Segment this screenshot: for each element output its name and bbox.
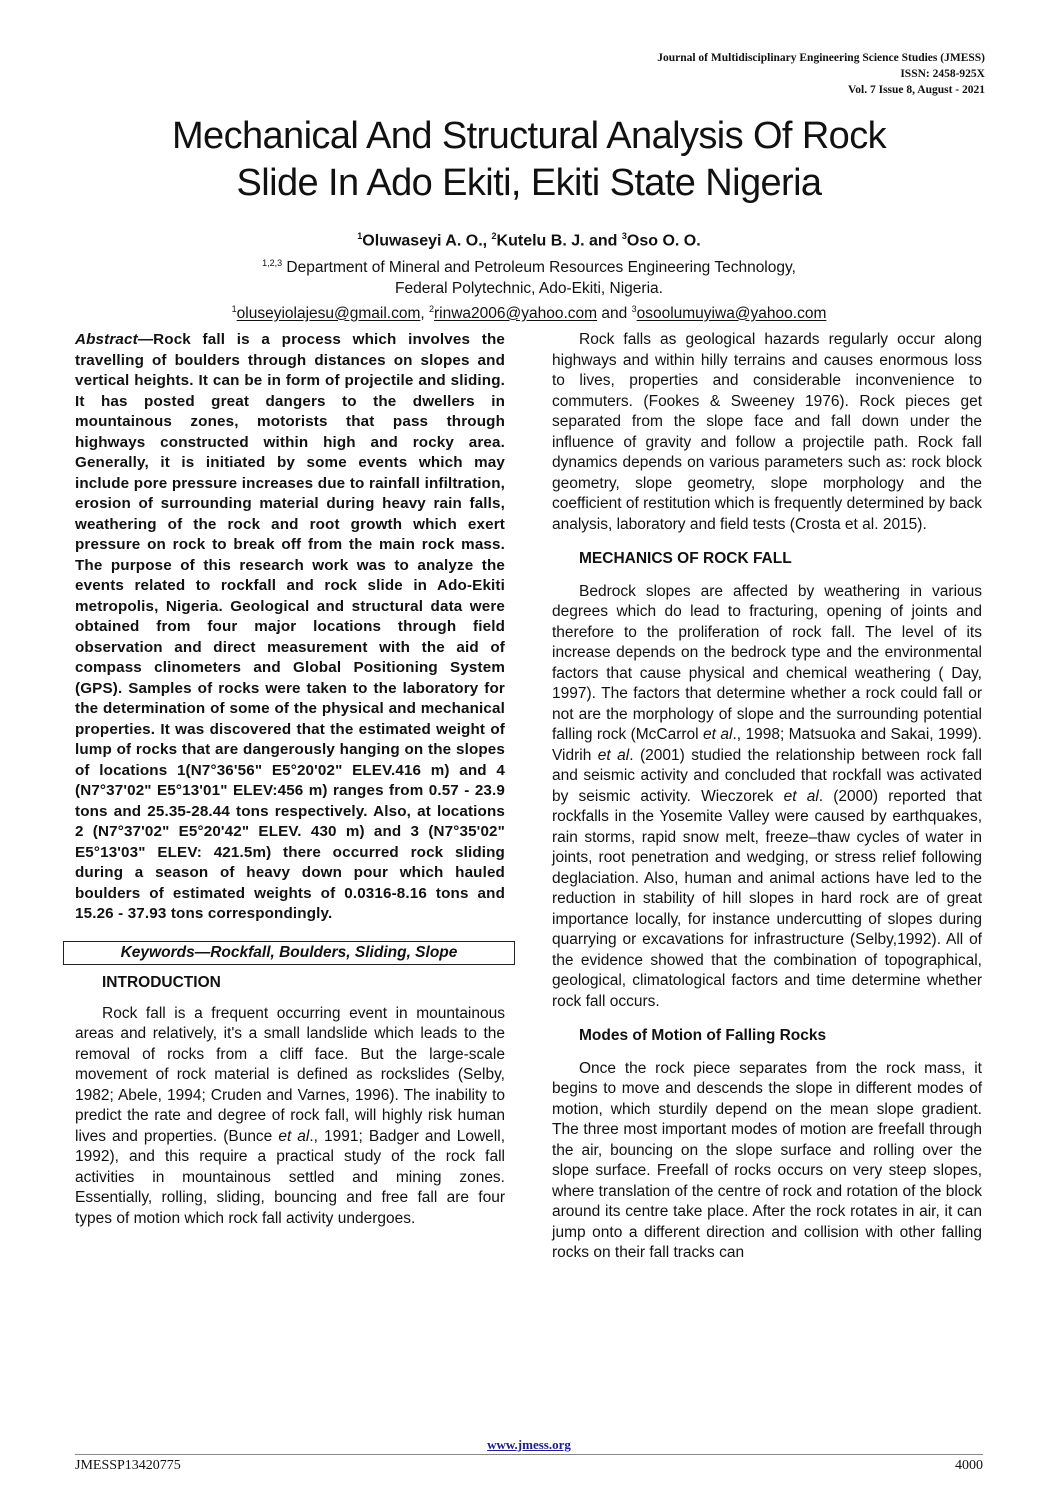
- author-sup: 2: [491, 231, 497, 241]
- keywords-lead: Keywords: [120, 943, 195, 961]
- author-block: [60, 226, 998, 325]
- affiliation-line-2: Federal Polytechnic, Ado-Ekiti, Nigeria.: [395, 280, 663, 298]
- modes-heading: Modes of Motion of Falling Rocks: [579, 1027, 827, 1044]
- email-link[interactable]: oluseyiolajesu@gmail.com: [236, 305, 421, 323]
- keywords-box: [63, 941, 515, 966]
- author-sup: 1: [357, 231, 363, 241]
- left-column: [75, 330, 505, 1229]
- journal-name: Journal of Multidisciplinary Engineering Science Studies (JMESS): [657, 52, 985, 64]
- email-sup: 2: [429, 304, 435, 315]
- text-run: ., 1998; Matsuoka and Sakai, 1999). Vidrih: [552, 726, 982, 764]
- affiliation-line-1: [60, 253, 998, 278]
- email-separator: and: [597, 305, 632, 323]
- abstract-lead: Abstract: [75, 331, 138, 348]
- affiliation-text: Department of Mineral and Petroleum Resources Engineering Technology,: [282, 259, 796, 277]
- email-link[interactable]: osoolumuyiwa@yahoo.com: [636, 305, 827, 323]
- footer-divider: [75, 1454, 983, 1455]
- email-sup: 1: [231, 304, 237, 315]
- introduction-paragraph: [75, 1004, 505, 1230]
- mechanics-heading: MECHANICS OF ROCK FALL: [579, 550, 792, 567]
- author-name: Kutelu B. J. and: [496, 232, 622, 250]
- paper-title: [60, 113, 998, 207]
- author-name: Oluwaseyi A. O.,: [362, 232, 492, 250]
- author-name: Oso O. O.: [626, 232, 701, 250]
- email-separator: ,: [420, 305, 429, 323]
- author-emails: [60, 299, 998, 324]
- italic-run: et al: [703, 726, 733, 743]
- introduction-heading: INTRODUCTION: [102, 974, 221, 991]
- journal-url-link[interactable]: www.jmess.org: [487, 1437, 571, 1452]
- text-run: . (2001) studied the relationship between rock fall and seismic activity and concluded that rockfall was activated by seismic activity. Wieczorek: [552, 746, 982, 805]
- author-names: [60, 226, 998, 251]
- page-number: 4000: [955, 1458, 983, 1473]
- abstract: [75, 330, 505, 925]
- modes-paragraph: Once the rock piece separates from the rock mass, it begins to move and descends the slope in different modes of motion, which sturdily depend on the mean slope gradient. The three most important modes of motion are freefall through the air, bouncing on the slope surface and rolling over the slope surface. Freefall of rocks occurs on very steep slopes, where translation of the centre of rock and rotation of the block around its centre take place. After the rock rotates in air, it can jump onto a different direction and collision with other falling rocks on their fall tracks can: [552, 1059, 982, 1261]
- italic-run: et al: [278, 1127, 310, 1145]
- journal-issn: ISSN: 2458-925X: [900, 68, 985, 80]
- abstract-text: —Rock fall is a process which involves the travelling of boulders through distances on slopes and vertical heights. It can be in form of projectile and sliding. It has posted great dangers to the dwellers in mountainous zones, motorists that pass through highways constructed within high and rocky area. Generally, it is initiated by some events which may include pore pressure increases due to rainfall infiltration, erosion of surrounding material during heavy rain falls, weathering of the rock and root growth which exert pressure on rock to break off from the main rock mass. The purpose of this research work was to analyze the events related to rockfall and rock slide in Ado-Ekiti metropolis, Nigeria. Geological and structural data were obtained from four major locations through field observation and direct measurement with the aid of compass clinometers and Global Positioning System (GPS). Samples of rocks were taken to the laboratory for the determination of some of the physical and mechanical properties. It was discovered that the estimated weight of lump of rocks that are dangerously hanging on the slopes of locations 1(N7°36'56" E5°20'02" ELEV.416 m) and 4 (N7°37'02" E5°13'01" ELEV:456 m) ranges from 0.57 - 23.9 tons and 25.35-28.44 tons respectively. Also, at locations 2 (N7°37'02" E5°20'42" ELEV. 430 m) and 3 (N7°35'02" E5°13'03" ELEV: 421.5m) there occurred rock sliding during a season of heavy down pour which hauled boulders of estimated weights of 0.0316-8.16 tons and 15.26 - 37.93 tons correspondingly.: [75, 331, 505, 922]
- italic-run: et al: [597, 746, 630, 764]
- right-column: [552, 330, 982, 1264]
- text-run: ., 1991; Badger and Lowell, 1992), and this require a practical study of the rock fall activities in mountainous settled and mining zones. Essentially, rolling, sliding, bouncing and free fall are four types of motion which rock fall activity undergoes.: [75, 1127, 505, 1227]
- email-link[interactable]: rinwa2006@yahoo.com: [434, 305, 598, 323]
- author-sup: 3: [621, 231, 627, 241]
- journal-volume: Vol. 7 Issue 8, August - 2021: [848, 84, 985, 96]
- title-line-1: Mechanical And Structural Analysis Of Rock: [171, 115, 887, 157]
- email-sup: 3: [631, 304, 637, 315]
- italic-run: et al: [783, 787, 819, 805]
- affiliation-sup: 1,2,3: [262, 258, 283, 269]
- mechanics-paragraph: [552, 582, 982, 1013]
- journal-header: [657, 50, 985, 98]
- title-line-2: Slide In Ado Ekiti, Ekiti State Nigeria: [236, 162, 822, 204]
- paper-id: JMESSP13420775: [75, 1458, 181, 1473]
- text-run: . (2000) reported that rockfalls in the Yosemite Valley were caused by earthquakes, rain storms, rapid snow melt, freeze–thaw cycles of water in joints, root penetration and wedging, or stress relief following deglaciation. Also, human and animal actions have led to the reduction in stability of hill slopes in hard rock are of great importance locally, for instance undercutting of slopes during quarrying or excavations for infrastructure (Selby,1992). All of the evidence showed that the combination of topographical, geological, climatological factors and time determine whether rock fall occurs.: [552, 787, 982, 1010]
- rockfall-hazards-paragraph: Rock falls as geological hazards regularly occur along highways and within hilly terrains and causes enormous loss to lives, properties and considerable inconvenience to commuters. (Fookes & Sweeney 1976). Rock pieces get separated from the slope face and fall down under the influence of gravity and follow a projectile path. Rock fall dynamics depends on various parameters such as: rock block geometry, slope geometry, slope morphology and the coefficient of restitution which is frequently determined by back analysis, laboratory and field tests (Crosta et al. 2015).: [552, 331, 982, 533]
- text-run: Rock fall is a frequent occurring event in mountainous areas and relatively, it's a small landslide which leads to the removal of rocks from a cliff face. But the large-scale movement of rock material is defined as rockslides (Selby, 1982; Abele, 1994; Cruden and Varnes, 1996). The inability to predict the rate and degree of rock fall, will highly risk human lives and properties. (Bunce: [75, 1004, 505, 1145]
- keywords-text: —Rockfall, Boulders, Sliding, Slope: [194, 943, 458, 961]
- text-run: Bedrock slopes are affected by weathering in various degrees which do lead to fracturing, opening of joints and therefore to the proliferation of rock fall. The level of its increase depends on the bedrock type and the environmental factors that cause physical and chemical weathering ( Day, 1997). The factors that determine whether a rock could fall or not are the morphology of slope and the surrounding potential falling rock (McCarrol: [552, 582, 982, 743]
